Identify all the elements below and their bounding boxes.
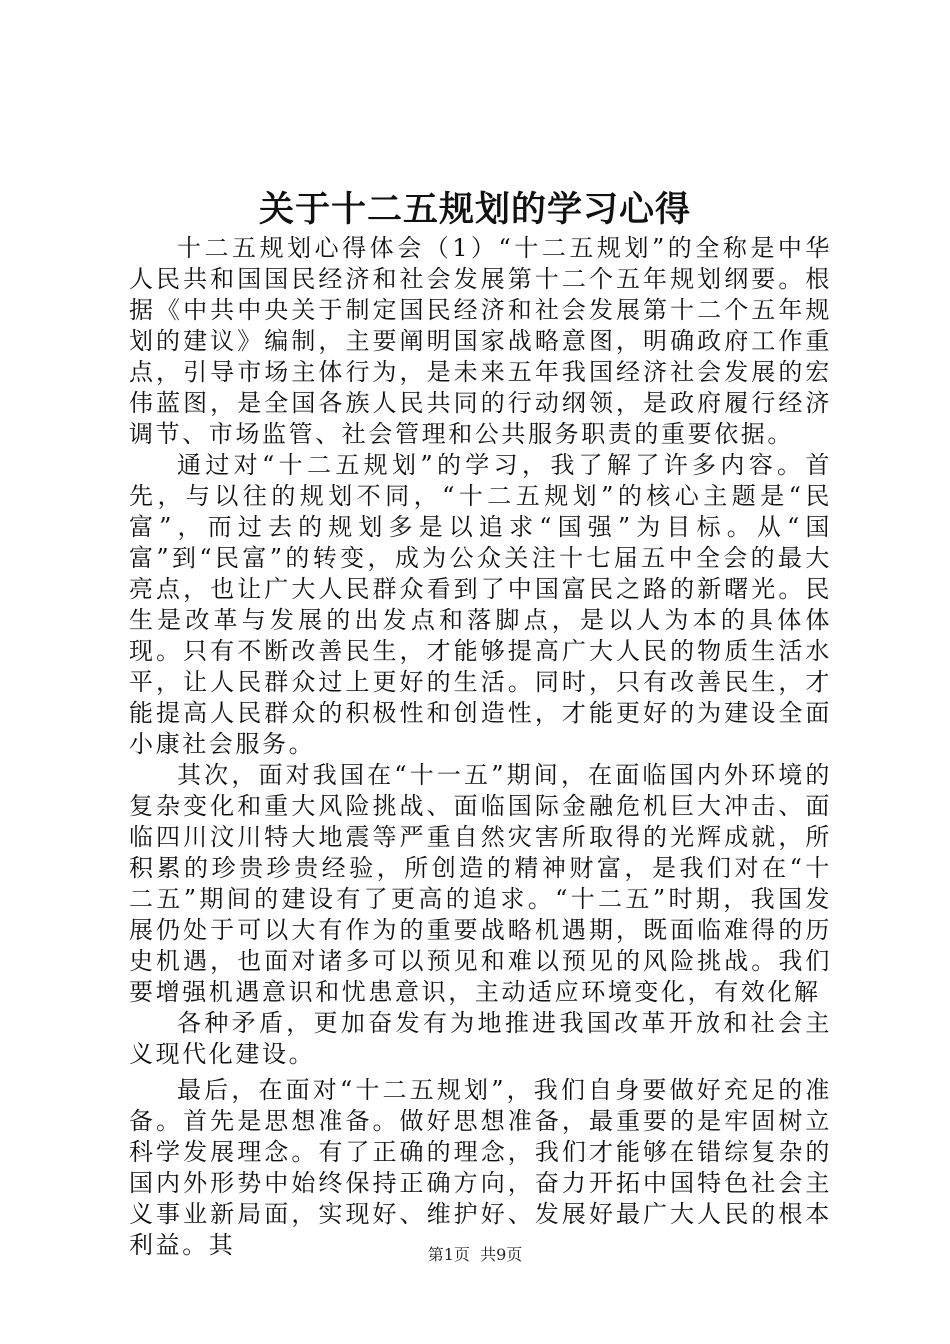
paragraph-5: 最后，在面对“十二五规划”，我们自身要做好充足的准备。首先是思想准备。做好思想准备，最重要的是牢固树立科学发展理念。有了正确的理念，我们才能够在错综复杂的国内外形势中始终保持正确方向，奋力开拓中国特色社会主义事业新局面，实现好、维护好、发展好最广大人民的根本利益。其: [129, 1076, 832, 1259]
document-body: [129, 233, 832, 1261]
paragraph-1: 十二五规划心得体会（1）“十二五规划”的全称是中华人民共和国国民经济和社会发展第十二个五年规划纲要。根据《中共中央关于制定国民经济和社会发展第十二个五年规划的建议》编制，主要阐明国家战略意图，明确政府工作重点，引导市场主体行为，是未来五年我国经济社会发展的宏伟蓝图，是全国各族人民共同的行动纲领，是政府履行经济调节、市场监管、社会管理和公共服务职责的重要依据。: [129, 234, 832, 448]
paragraph-2: 通过对“十二五规划”的学习，我了解了许多内容。首先，与以往的规划不同，“十二五规划”的核心主题是“民富”，而过去的规划多是以追求“国强”为目标。从“国富”到“民富”的转变，成为公众关注十七届五中全会的最大亮点，也让广大人民群众看到了中国富民之路的新曙光。民生是改革与发展的出发点和落脚点，是以人为本的具体体现。只有不断改善民生，才能够提高广大人民的物质生活水平，让人民群众过上更好的生活。同时，只有改善民生，才能提高人民群众的积极性和创造性，才能更好的为建设全面小康社会服务。: [129, 451, 832, 758]
paragraph-3: 其次，面对我国在“十一五”期间，在面临国内外环境的复杂变化和重大风险挑战、面临国际金融危机巨大冲击、面临四川汶川特大地震等严重自然灾害所取得的光辉成就，所积累的珍贵珍贵经验，所创造的精神财富，是我们对在“十二五”期间的建设有了更高的追求。“十二五”时期，我国发展仍处于可以大有作为的重要战略机遇期，既面临难得的历史机遇，也面对诸多可以预见和难以预见的风险挑战。我们要增强机遇意识和忧患意识，主动适应环境变化，有效化解: [129, 761, 832, 1006]
page-total: 共9页: [480, 1245, 523, 1264]
page-number: 第1页: [427, 1245, 470, 1264]
paragraph-4: 各种矛盾，更加奋发有为地推进我国改革开放和社会主义现代化建设。: [129, 1009, 832, 1068]
document-title: 关于十二五规划的学习心得: [258, 189, 691, 230]
page-footer: [0, 1244, 950, 1266]
